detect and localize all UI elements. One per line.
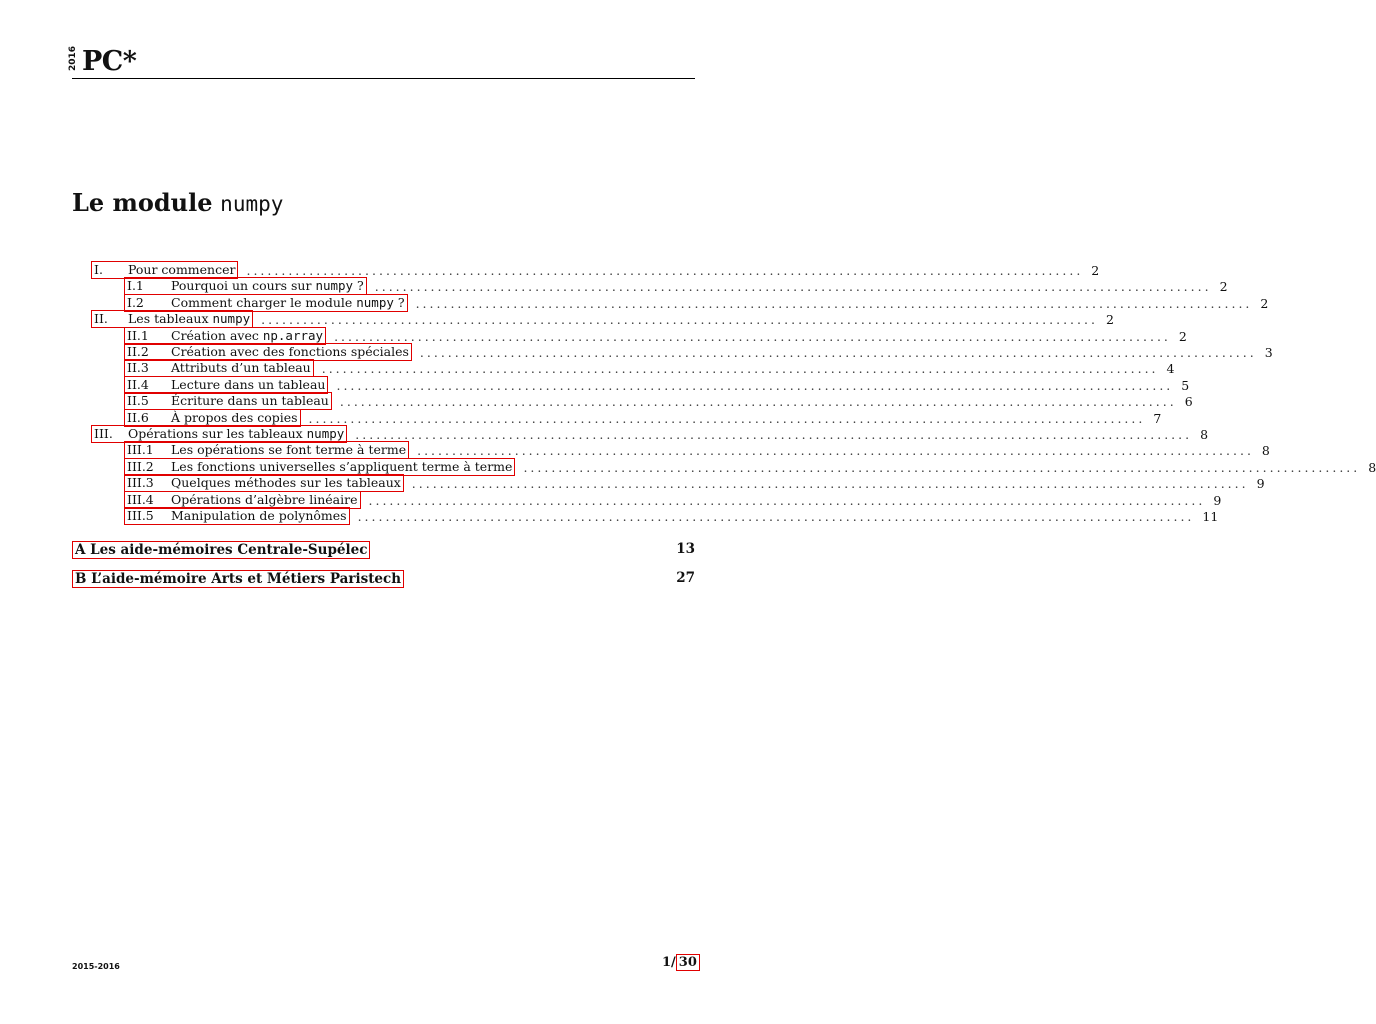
toc-label: Pour commencer [128,262,236,277]
current-page: 1 [662,955,672,970]
toc-label: Les fonctions universelles s’appliquent terme à terme [171,458,513,474]
toc-leader-dots: ........................................................................................................................ [246,263,1084,278]
toc-label: Les tableaux numpy [128,311,251,327]
toc-label: Pourquoi un cours sur numpy ? [171,278,364,294]
toc-number: II.2 [127,344,149,359]
toc-leader-dots: ........................................................................................................................ [355,427,1193,442]
toc-number: III.3 [127,475,154,491]
header-class: PC* [82,46,137,77]
toc-link[interactable] [124,343,412,361]
appendix-b-row [72,570,695,588]
toc-leader-dots: ........................................................................................................................ [368,492,1206,508]
toc-label: Attributs d’un tableau [171,360,311,376]
toc-link[interactable] [124,277,367,295]
toc-link[interactable] [124,359,314,377]
toc-leader-dots: ........................................................................................................................ [411,476,1249,492]
title-module: numpy [220,192,284,216]
appendix-a-link[interactable]: A Les aide-mémoires Centrale-Supélec [72,541,370,559]
toc-number: III.4 [127,491,154,507]
toc-link[interactable] [124,376,328,394]
toc-link[interactable] [124,458,515,476]
appendix-b-link[interactable]: B L’aide-mémoire Arts et Métiers Paristech [72,570,404,588]
toc-page: 7 [1153,410,1162,426]
toc-label: Lecture dans un tableau [171,376,326,392]
toc-link[interactable] [124,327,326,345]
toc-label: Opérations sur les tableaux numpy [128,426,345,441]
toc-link[interactable] [124,409,301,427]
toc-number: III.5 [127,508,154,523]
toc-link[interactable] [124,441,409,459]
toc-page: 9 [1256,476,1265,492]
toc-page: 6 [1184,394,1193,410]
toc-leader-dots: ........................................................................................................................ [308,410,1146,426]
toc-leader-dots: ........................................................................................................................ [261,312,1098,328]
toc-leader-dots: ........................................................................................................................ [321,361,1159,377]
toc-link[interactable] [124,507,350,525]
toc-page: 5 [1181,377,1190,393]
toc-link[interactable] [91,261,238,279]
toc-leader-dots: ........................................................................................................................ [334,328,1171,344]
toc-leader-dots: ........................................................................................................................ [374,279,1212,295]
toc-number: III.1 [127,442,154,458]
toc-number: II.5 [127,393,149,409]
toc-number: III.2 [127,458,154,474]
toc-page: 8 [1200,427,1209,442]
toc-page: 4 [1166,361,1175,377]
toc-leader-dots: ........................................................................................................................ [357,509,1195,524]
toc-label: Création avec np.array [171,327,324,343]
toc-label: Les opérations se font terme à terme [171,442,407,458]
toc-leader-dots: ........................................................................................................................ [523,459,1361,475]
toc-leader-dots: ........................................................................................................................ [417,443,1254,459]
appendix-a-row [72,541,695,559]
toc-page: 8 [1261,443,1270,459]
title-text: Le module [72,188,213,217]
toc-number: III. [94,426,113,441]
toc-page: 11 [1202,509,1219,524]
toc-number: II.6 [127,409,149,425]
toc-link[interactable] [124,392,332,410]
toc-link[interactable] [91,425,347,443]
appendix-b-page: 27 [676,570,695,586]
toc-number: II.3 [127,360,149,376]
header-year: 2016 [68,45,78,71]
toc-page: 2 [1091,263,1100,278]
toc-row [124,508,1219,525]
total-pages-link[interactable]: 30 [676,954,700,971]
toc-number: I. [94,262,103,277]
toc-page: 3 [1264,345,1273,360]
page-header [68,45,695,79]
toc-label: Création avec des fonctions spéciales [171,344,409,359]
toc-label: Comment charger le module numpy ? [171,294,405,310]
page-title [72,188,283,217]
toc-link[interactable] [124,294,408,312]
toc-link[interactable] [124,491,361,509]
toc-label: À propos des copies [171,409,298,425]
toc-page: 2 [1219,279,1228,295]
footer-years: 2015-2016 [72,962,120,971]
toc-page: 2 [1178,328,1187,344]
toc-page: 2 [1260,295,1269,311]
toc-number: I.1 [127,278,144,294]
toc-number: II.4 [127,376,149,392]
toc-page: 8 [1368,459,1376,475]
toc-leader-dots: ........................................................................................................................ [419,345,1257,360]
toc-link[interactable] [124,474,404,492]
toc-number: I.2 [127,294,144,310]
toc-page: 9 [1213,492,1222,508]
toc-leader-dots: ........................................................................................................................ [336,377,1174,393]
toc-label: Quelques méthodes sur les tableaux [171,475,401,491]
toc-page: 2 [1105,312,1114,328]
toc-leader-dots: ........................................................................................................................ [415,295,1253,311]
toc-leader-dots: ........................................................................................................................ [339,394,1177,410]
toc-number: II.1 [127,327,149,343]
toc-label: Écriture dans un tableau [171,393,329,409]
toc-number: II. [94,311,108,327]
toc-label: Opérations d’algèbre linéaire [171,491,358,507]
toc-link[interactable] [91,310,253,328]
toc-label: Manipulation de polynômes [171,508,347,523]
appendix-a-page: 13 [676,541,695,557]
page-number: 1/ 30 [662,955,700,970]
